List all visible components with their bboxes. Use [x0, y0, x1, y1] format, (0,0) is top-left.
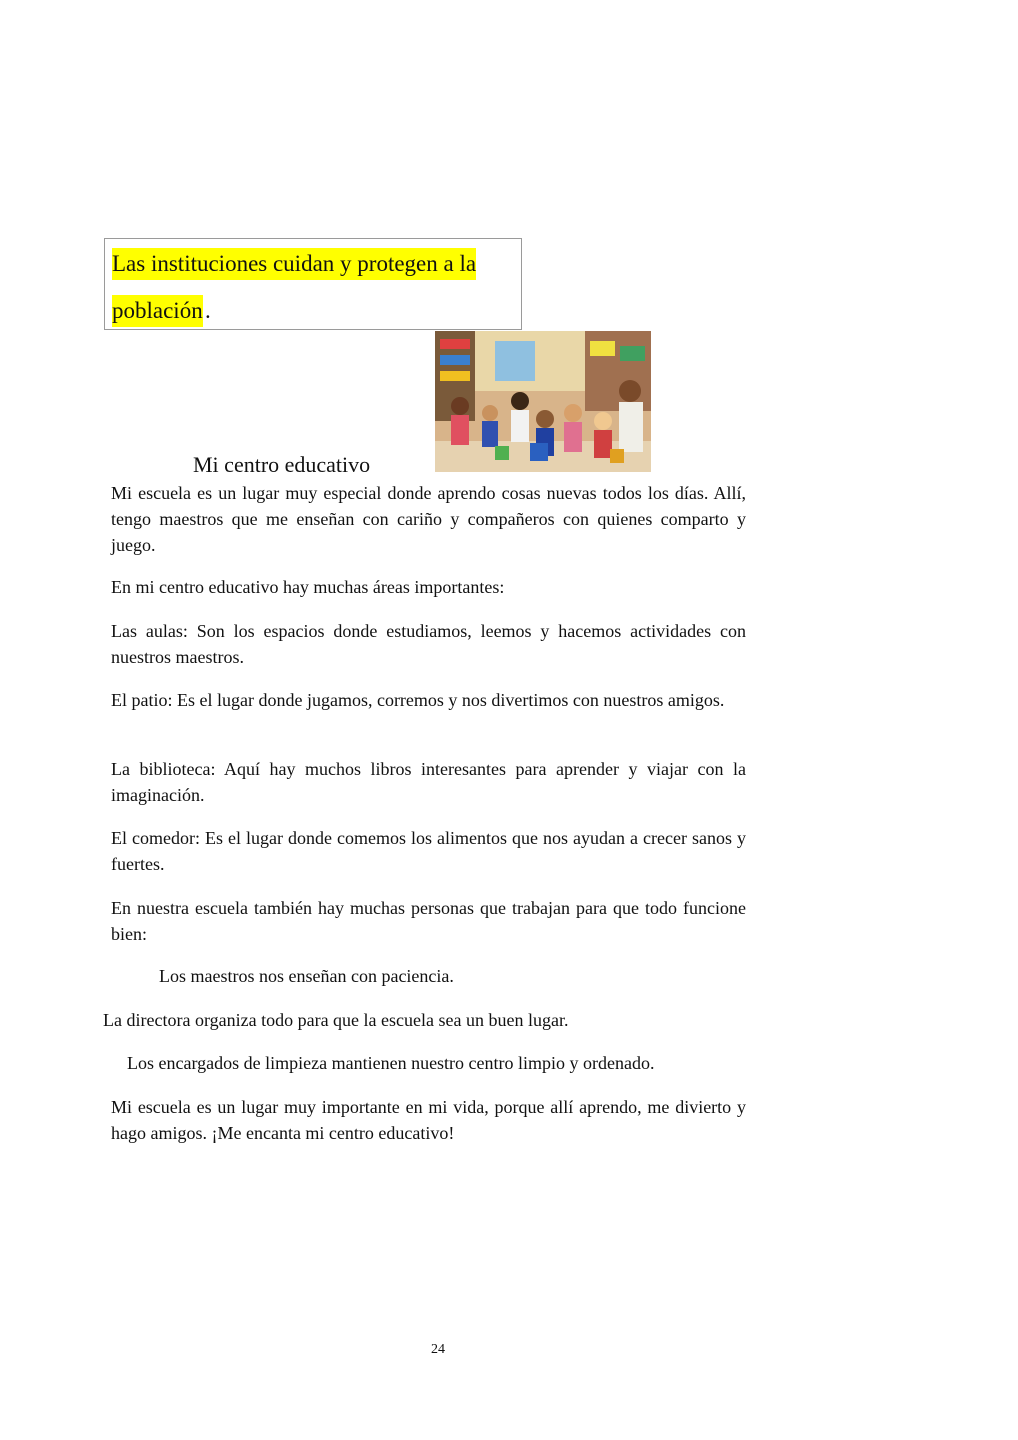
title-period: . [205, 298, 211, 323]
paragraph-directora: La directora organiza todo para que la escuela sea un buen lugar. [103, 1010, 569, 1030]
paragraph-comedor: El comedor: Es el lugar donde comemos los alimentos que nos ayudan a crecer sanos y fuertes. [111, 828, 746, 874]
paragraph-aulas: Las aulas: Son los espacios donde estudiamos, leemos y hacemos actividades con nuestros maestros. [111, 621, 746, 667]
paragraph-limpieza: Los encargados de limpieza mantienen nuestro centro limpio y ordenado. [127, 1053, 655, 1073]
paragraph-areas-intro: En mi centro educativo hay muchas áreas importantes: [111, 577, 505, 597]
paragraph-intro: Mi escuela es un lugar muy especial donde aprendo cosas nuevas todos los días. Allí, tengo maestros que me enseñan con cariño y compañeros con quienes comparto y juego. [111, 483, 746, 555]
paragraph-cierre: Mi escuela es un lugar muy importante en mi vida, porque allí aprendo, me divierto y hago amigos. ¡Me encanta mi centro educativo! [111, 1097, 746, 1143]
paragraph-biblioteca: La biblioteca: Aquí hay muchos libros interesantes para aprender y viajar con la imaginación. [111, 759, 746, 805]
section-subtitle: Mi centro educativo [193, 452, 371, 477]
title-box [104, 238, 522, 330]
page-number: 24 [431, 1342, 445, 1357]
paragraph-maestros: Los maestros nos enseñan con paciencia. [159, 966, 454, 986]
classroom-photo [435, 331, 651, 472]
paragraph-personas: En nuestra escuela también hay muchas personas que trabajan para que todo funcione bien: [111, 898, 746, 944]
paragraph-patio: El patio: Es el lugar donde jugamos, corremos y nos divertimos con nuestros amigos. [111, 690, 725, 710]
title-line-2: población [112, 295, 203, 327]
title-line-1: Las instituciones cuidan y protegen a la [112, 248, 476, 280]
